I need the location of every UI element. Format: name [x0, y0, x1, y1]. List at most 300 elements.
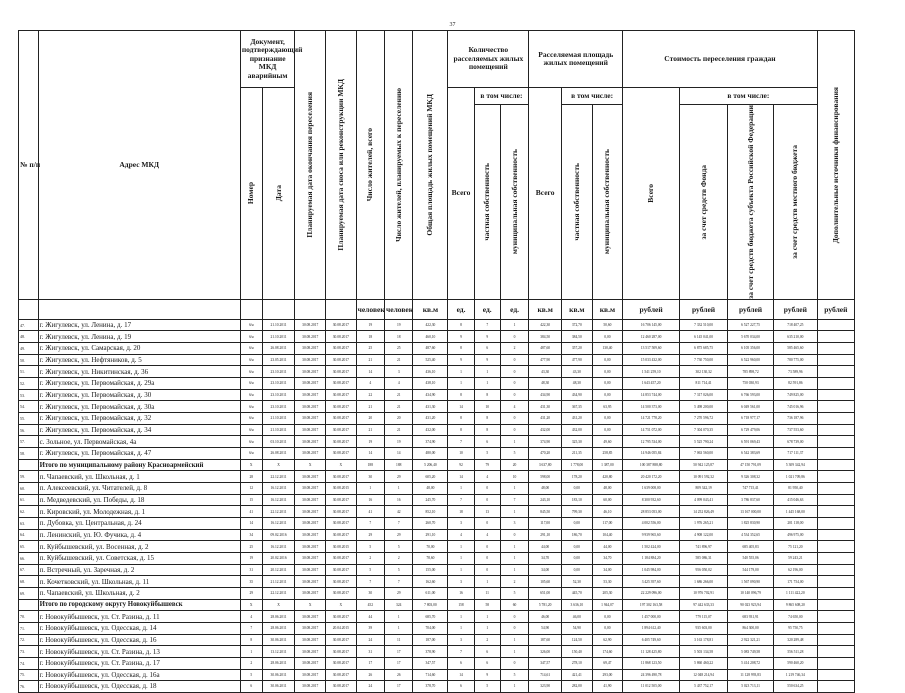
table-row: [19, 483, 855, 495]
cell-e: 30.08.2017: [295, 424, 326, 436]
cell-p: 0,00: [562, 483, 593, 495]
cell-p: 357,20: [562, 343, 593, 355]
cell-k: 9: [474, 331, 500, 343]
cell-n: 35: [240, 576, 262, 588]
cell-k: 1: [474, 378, 500, 390]
cell-s: 7 730 750,00: [680, 354, 728, 366]
cell-j: 9: [448, 354, 474, 366]
cell-u: 320 289,48: [774, 634, 818, 646]
header-cost: Стоимость переселения граждан: [623, 31, 818, 88]
cell-no: 62.: [19, 506, 39, 518]
cell-k: 0: [474, 541, 500, 553]
cell-r: 197 302 163,58: [623, 599, 680, 611]
cell-no: 72.: [19, 634, 39, 646]
header-document: Документ, подтверждающий признание МКД аварийным: [240, 31, 295, 88]
cell-i: 78,60: [413, 552, 448, 564]
cell-q: 293,00: [592, 669, 623, 681]
cell-t: 6 542 383,69: [728, 448, 774, 460]
cell-n: 2: [240, 657, 262, 669]
header-area-total: Всего: [529, 88, 562, 300]
cell-l: 3: [500, 517, 528, 529]
cell-k: 0: [474, 494, 500, 506]
cell-d: 28.06.2011: [262, 611, 295, 623]
cell-e: 30.08.2017: [295, 436, 326, 448]
header-cost-total: Всего: [646, 184, 656, 203]
cell-r: 13 517 509,60: [623, 343, 680, 355]
cell-j: 1: [448, 622, 474, 634]
cell-no: 56.: [19, 424, 39, 436]
cell-p: 48,30: [562, 378, 593, 390]
header-planned-end: Планируемая дата окончания переселения: [305, 92, 315, 238]
cell-d: 16.12.2011: [262, 541, 295, 553]
cell-l: 0: [500, 366, 528, 378]
cell-l: 1: [500, 483, 528, 495]
unit-cell: кв.м: [592, 299, 623, 319]
cell-j: 14: [448, 471, 474, 483]
cell-d: 21.10.2011: [262, 424, 295, 436]
cell-h: 14: [385, 448, 413, 460]
cell-m: 374,90: [529, 436, 562, 448]
cell-g: 7: [356, 517, 384, 529]
cell-f: 30.08.2017: [326, 529, 357, 541]
cell-addr: с. Зольное, ул. Первомайская, 4а: [38, 436, 240, 448]
cell-m: 487,60: [529, 343, 562, 355]
cell-h: 17: [385, 681, 413, 693]
cell-f: 30.08.2017: [326, 681, 357, 693]
cell-h: 7: [385, 517, 413, 529]
cell-q: 0,00: [592, 366, 623, 378]
cell-n: б/н: [240, 331, 262, 343]
cell-addr: г. Жигулевск, ул. Первомайская, д. 32: [38, 413, 240, 425]
cell-no: 68.: [19, 576, 39, 588]
cell-addr: п. Дубовка, ул. Центральная, д. 24: [38, 517, 240, 529]
cell-s: 7 304 070,35: [680, 424, 728, 436]
cell-s: 7 270 596,72: [680, 413, 728, 425]
cell-v: [817, 354, 854, 366]
cell-r: 4 002 556,00: [623, 517, 680, 529]
cell-e: 30.08.2017: [295, 646, 326, 658]
table-row: [19, 366, 855, 378]
cell-q: 0,00: [592, 424, 623, 436]
cell-d: 26.08.2011: [262, 448, 295, 460]
cell-f: 30.08.2017: [326, 517, 357, 529]
cell-addr: Итого по городскому округу Новокуйбышевск: [38, 599, 240, 611]
table-row: [19, 669, 855, 681]
cell-e: 30.08.2017: [295, 331, 326, 343]
cell-h: 16: [385, 494, 413, 506]
cell-t: 6 591 069,43: [728, 436, 774, 448]
cell-v: [817, 529, 854, 541]
cell-d: X: [262, 459, 295, 471]
cell-d: 30.06.2011: [262, 669, 295, 681]
cell-j: 7: [448, 436, 474, 448]
cell-g: 30: [356, 587, 384, 599]
table-row: [19, 552, 855, 564]
cell-no: 53.: [19, 389, 39, 401]
cell-no: 48.: [19, 331, 39, 343]
cell-q: 34,70: [592, 552, 623, 564]
cell-d: 21.10.2011: [262, 331, 295, 343]
cell-f: 30.08.2017: [326, 552, 357, 564]
cell-n: 1: [240, 646, 262, 658]
cell-addr: г. Новокуйбышевск, ул. Одесская, д. 16а: [38, 669, 240, 681]
cell-addr: г. Жигулевск, ул. Первомайская, д. 34: [38, 424, 240, 436]
cell-m: 384,50: [529, 331, 562, 343]
cell-l: 1: [500, 319, 528, 331]
cell-m: 243,10: [529, 494, 562, 506]
cell-m: 598,00: [529, 471, 562, 483]
cell-h: 25: [385, 343, 413, 355]
cell-r: 14 946 055,84: [623, 448, 680, 460]
cell-f: 30.08.2017: [326, 343, 357, 355]
cell-p: 445,70: [562, 587, 593, 599]
cell-v: [817, 669, 854, 681]
cell-f: 30.08.2017: [326, 669, 357, 681]
cell-q: 0,00: [592, 331, 623, 343]
cell-m: 34,70: [529, 552, 562, 564]
unit-cell: ед.: [474, 299, 500, 319]
cell-addr: п. Алексеевский, ул. Читателей, д. 8: [38, 483, 240, 495]
cell-r: 12 795 534,00: [623, 436, 680, 448]
cell-p: 0,00: [562, 517, 593, 529]
table-row: [19, 319, 855, 331]
cell-f: 30.08.2017: [326, 401, 357, 413]
cell-t: 747 715,41: [728, 483, 774, 495]
cell-m: 347,57: [529, 657, 562, 669]
cell-i: 7 803,00: [413, 599, 448, 611]
cell-u: 5 309 342,94: [774, 459, 818, 471]
cell-q: 0,00: [592, 378, 623, 390]
cell-addr: г. Новокуйбышевск, ул. Ст. Разина, д. 11: [38, 611, 240, 623]
cell-e: X: [295, 599, 326, 611]
cell-f: 30.08.2017: [326, 319, 357, 331]
cell-l: 5: [500, 448, 528, 460]
cell-p: 431,20: [562, 413, 593, 425]
cell-f: 30.08.2017: [326, 564, 357, 576]
cell-f: X: [326, 459, 357, 471]
cell-v: [817, 436, 854, 448]
header-cost-local: за счет средств местного бюджета: [790, 144, 800, 259]
cell-s: 5 525 790,24: [680, 436, 728, 448]
cell-t: 5 083 749,58: [728, 646, 774, 658]
cell-n: 4: [240, 611, 262, 623]
cell-d: 23.05.2011: [262, 354, 295, 366]
cell-k: 0: [474, 564, 500, 576]
cell-l: 1: [500, 681, 528, 693]
cell-q: 0,00: [592, 611, 623, 623]
cell-g: 39: [356, 622, 384, 634]
cell-q: 258,85: [592, 448, 623, 460]
table-row: [19, 378, 855, 390]
cell-g: 4: [356, 378, 384, 390]
cell-e: 30.08.2017: [295, 471, 326, 483]
cell-no: 60.: [19, 483, 39, 495]
cell-no: 74.: [19, 657, 39, 669]
cell-j: 6: [448, 681, 474, 693]
unit-cell: ед.: [500, 299, 528, 319]
cell-n: б/н: [240, 389, 262, 401]
cell-d: 21.10.2011: [262, 319, 295, 331]
cell-h: 29: [385, 471, 413, 483]
cell-l: 0: [500, 354, 528, 366]
cell-j: 1: [448, 378, 474, 390]
unit-cell: ед.: [448, 299, 474, 319]
cell-h: 1: [385, 622, 413, 634]
cell-no: 54.: [19, 401, 39, 413]
cell-i: 704,00: [413, 622, 448, 634]
cell-l: 5: [500, 587, 528, 599]
cell-s: 7 063 560,00: [680, 448, 728, 460]
cell-u: 736 187,96: [774, 413, 818, 425]
cell-j: 7: [448, 494, 474, 506]
cell-k: 0: [474, 483, 500, 495]
cell-l: 2: [500, 343, 528, 355]
table-row: [19, 681, 855, 693]
cell-h: 4: [385, 378, 413, 390]
cell-u: 73 589,96: [774, 366, 818, 378]
cell-l: 0: [500, 611, 528, 623]
cell-d: 20.12.2011: [262, 564, 295, 576]
cell-h: 18: [385, 331, 413, 343]
cell-addr: п. Кочетковский, ул. Школьная, д. 11: [38, 576, 240, 588]
cell-d: 21.12.2011: [262, 576, 295, 588]
cell-i: 5 206,40: [413, 459, 448, 471]
cell-t: 6 522 960,00: [728, 354, 774, 366]
cell-v: [817, 389, 854, 401]
cell-h: 20: [385, 413, 413, 425]
cell-k: 79: [474, 459, 500, 471]
unit-cell: человек: [385, 299, 413, 319]
cell-j: 158: [448, 599, 474, 611]
cell-h: 42: [385, 506, 413, 518]
cell-addr: г. Новокуйбышевск, ул. Ст. Разина, д. 13: [38, 646, 240, 658]
cell-i: 245,70: [413, 494, 448, 506]
cell-d: 13.12.2011: [262, 646, 295, 658]
cell-h: 17: [385, 646, 413, 658]
cell-v: [817, 611, 854, 623]
header-rooms-including: в том числе:: [474, 88, 529, 105]
cell-e: 30.08.2017: [295, 494, 326, 506]
cell-d: 03.10.2011: [262, 436, 295, 448]
cell-r: 14 721 778,20: [623, 413, 680, 425]
header-area-municipal: муниципальная собственность: [602, 149, 612, 255]
cell-v: [817, 599, 854, 611]
cell-i: 714,60: [413, 669, 448, 681]
cell-e: 30.08.2017: [295, 564, 326, 576]
cell-addr: г. Жигулевск, ул. Самарская, д. 20: [38, 343, 240, 355]
table-row: [19, 587, 855, 599]
cell-p: 432,00: [562, 424, 593, 436]
cell-m: 48,00: [529, 483, 562, 495]
cell-m: 46,00: [529, 611, 562, 623]
cell-h: 11: [385, 634, 413, 646]
cell-u: 171 754,00: [774, 576, 818, 588]
cell-i: 431,20: [413, 413, 448, 425]
cell-m: 432,00: [529, 424, 562, 436]
table-row: [19, 622, 855, 634]
cell-i: 685,70: [413, 611, 448, 623]
cell-s: 4 908 122,00: [680, 529, 728, 541]
cell-t: 10 140 096,79: [728, 587, 774, 599]
cell-s: 97 442 633,33: [680, 599, 728, 611]
cell-d: 23.10.2011: [262, 401, 295, 413]
cell-e: 30.08.2017: [295, 611, 326, 623]
cell-n: б/н: [240, 343, 262, 355]
cell-m: 105,60: [529, 576, 562, 588]
cell-s: 585 086,31: [680, 552, 728, 564]
cell-m: 422,30: [529, 319, 562, 331]
cell-d: 26.08.2011: [262, 343, 295, 355]
table-row: [19, 436, 855, 448]
cell-j: 16: [448, 587, 474, 599]
cell-k: 5: [474, 681, 500, 693]
cell-e: 30.08.2017: [295, 483, 326, 495]
cell-l: 0: [500, 424, 528, 436]
cell-s: 7 317 026,00: [680, 389, 728, 401]
cell-p: 434,90: [562, 389, 593, 401]
cell-j: 1: [448, 564, 474, 576]
cell-u: 556 511,28: [774, 646, 818, 658]
cell-t: 6 049 561,00: [728, 401, 774, 413]
cell-j: 1: [448, 541, 474, 553]
cell-l: 10: [500, 471, 528, 483]
cell-t: 90 023 923,94: [728, 599, 774, 611]
cell-h: 1: [385, 611, 413, 623]
header-cost-subject: за счет средств бюджета субъекта Российской Федерации: [745, 105, 755, 299]
table-row: [19, 634, 855, 646]
cell-k: 8: [474, 413, 500, 425]
cell-k: 9: [474, 669, 500, 681]
cell-u: 1 021 709,86: [774, 471, 818, 483]
cell-no: 73.: [19, 646, 39, 658]
cell-no: 65.: [19, 541, 39, 553]
cell-addr: г. Новокуйбышевск, ул. Одесская, д. 14: [38, 622, 240, 634]
cell-no: [19, 599, 39, 611]
cell-t: 4 534 352,65: [728, 529, 774, 541]
cell-n: 7: [240, 622, 262, 634]
cell-t: 2 922 321,21: [728, 634, 774, 646]
cell-q: 0,00: [592, 622, 623, 634]
cell-no: 70.: [19, 611, 39, 623]
cell-j: 1: [448, 552, 474, 564]
cell-h: 26: [385, 669, 413, 681]
cell-g: 19: [356, 436, 384, 448]
cell-t: 9 326 308,32: [728, 471, 774, 483]
cell-p: 282,00: [562, 681, 593, 693]
cell-p: 183,10: [562, 494, 593, 506]
total-row: [19, 599, 855, 611]
table-row: [19, 657, 855, 669]
cell-t: 544 179,00: [728, 564, 774, 576]
cell-v: [817, 517, 854, 529]
cell-d: 16.12.2011: [262, 517, 295, 529]
cell-h: 188: [385, 459, 413, 471]
cell-no: 66.: [19, 552, 39, 564]
table-row: [19, 517, 855, 529]
cell-g: 188: [356, 459, 384, 471]
header-additional: Дополнительные источники финансирования: [830, 86, 840, 244]
cell-r: 11 128 425,80: [623, 646, 680, 658]
cell-p: 46,00: [562, 611, 593, 623]
cell-n: б/н: [240, 401, 262, 413]
cell-p: 421,41: [562, 669, 593, 681]
header-residents-planned: Число жителей, планируемых к переселению: [393, 87, 403, 242]
cell-h: 29: [385, 587, 413, 599]
cell-u: 496 975,00: [774, 529, 818, 541]
cell-no: 50.: [19, 354, 39, 366]
cell-j: 9: [448, 331, 474, 343]
cell-v: [817, 424, 854, 436]
cell-i: 187,00: [413, 634, 448, 646]
cell-l: 2: [500, 576, 528, 588]
cell-q: 104,40: [592, 529, 623, 541]
cell-f: 30.08.2017: [326, 657, 357, 669]
cell-n: 31: [240, 564, 262, 576]
cell-k: 6: [474, 436, 500, 448]
cell-e: 30.08.2017: [295, 552, 326, 564]
cell-f: 30.08.2017: [326, 354, 357, 366]
cell-u: 82 591,86: [774, 378, 818, 390]
unit-cell: человек: [356, 299, 384, 319]
cell-r: 8 300 932,60: [623, 494, 680, 506]
cell-v: [817, 378, 854, 390]
cell-g: 21: [356, 424, 384, 436]
cell-q: 50,60: [592, 319, 623, 331]
cell-s: 1 976 265,21: [680, 517, 728, 529]
cell-no: 58.: [19, 448, 39, 460]
cell-n: б/н: [240, 354, 262, 366]
cell-j: 8: [448, 343, 474, 355]
cell-h: 324: [385, 599, 413, 611]
cell-k: 4: [474, 471, 500, 483]
cell-m: 117,00: [529, 517, 562, 529]
cell-addr: г. Новокуйбышевск, ул. Одесская, д. 18: [38, 681, 240, 693]
cell-d: 30.06.2011: [262, 634, 295, 646]
table-row: [19, 401, 855, 413]
header-cost-fund: за счет средств Фонда: [698, 164, 708, 240]
cell-g: 20: [356, 413, 384, 425]
cell-f: 30.08.2015: [326, 483, 357, 495]
cell-h: 19: [385, 436, 413, 448]
cell-m: 431,20: [529, 413, 562, 425]
cell-t: 540 555,06: [728, 552, 774, 564]
cell-r: 3 425 397,60: [623, 576, 680, 588]
cell-i: 155,00: [413, 564, 448, 576]
cell-u: 635 210,00: [774, 331, 818, 343]
cell-v: [817, 401, 854, 413]
cell-addr: п. Кировский, ул. Молодежная, д. 1: [38, 506, 240, 518]
cell-d: 30.06.2011: [262, 681, 295, 693]
cell-i: 162,60: [413, 576, 448, 588]
cell-l: 4: [500, 401, 528, 413]
cell-q: 44,00: [592, 541, 623, 553]
cell-s: 5 860 460,22: [680, 657, 728, 669]
cell-g: 30: [356, 471, 384, 483]
cell-addr: г. Жигулевск, ул. Ленина, д. 19: [38, 331, 240, 343]
cell-addr: г. Жигулевск, ул. Нефтяников, д. 5: [38, 354, 240, 366]
cell-u: 590 460,20: [774, 657, 818, 669]
cell-k: 6: [474, 646, 500, 658]
table-row: [19, 331, 855, 343]
cell-e: 30.08.2017: [295, 541, 326, 553]
cell-t: 5 023 713,11: [728, 681, 774, 693]
header-planned-demolition: Планируемая дата сноса или реконструкции МКД: [335, 79, 345, 251]
page-number: 37: [449, 22, 456, 28]
cell-h: 21: [385, 354, 413, 366]
header-area-including: в том числе:: [562, 88, 623, 105]
cell-m: 44,00: [529, 541, 562, 553]
cell-u: 718 407,25: [774, 319, 818, 331]
